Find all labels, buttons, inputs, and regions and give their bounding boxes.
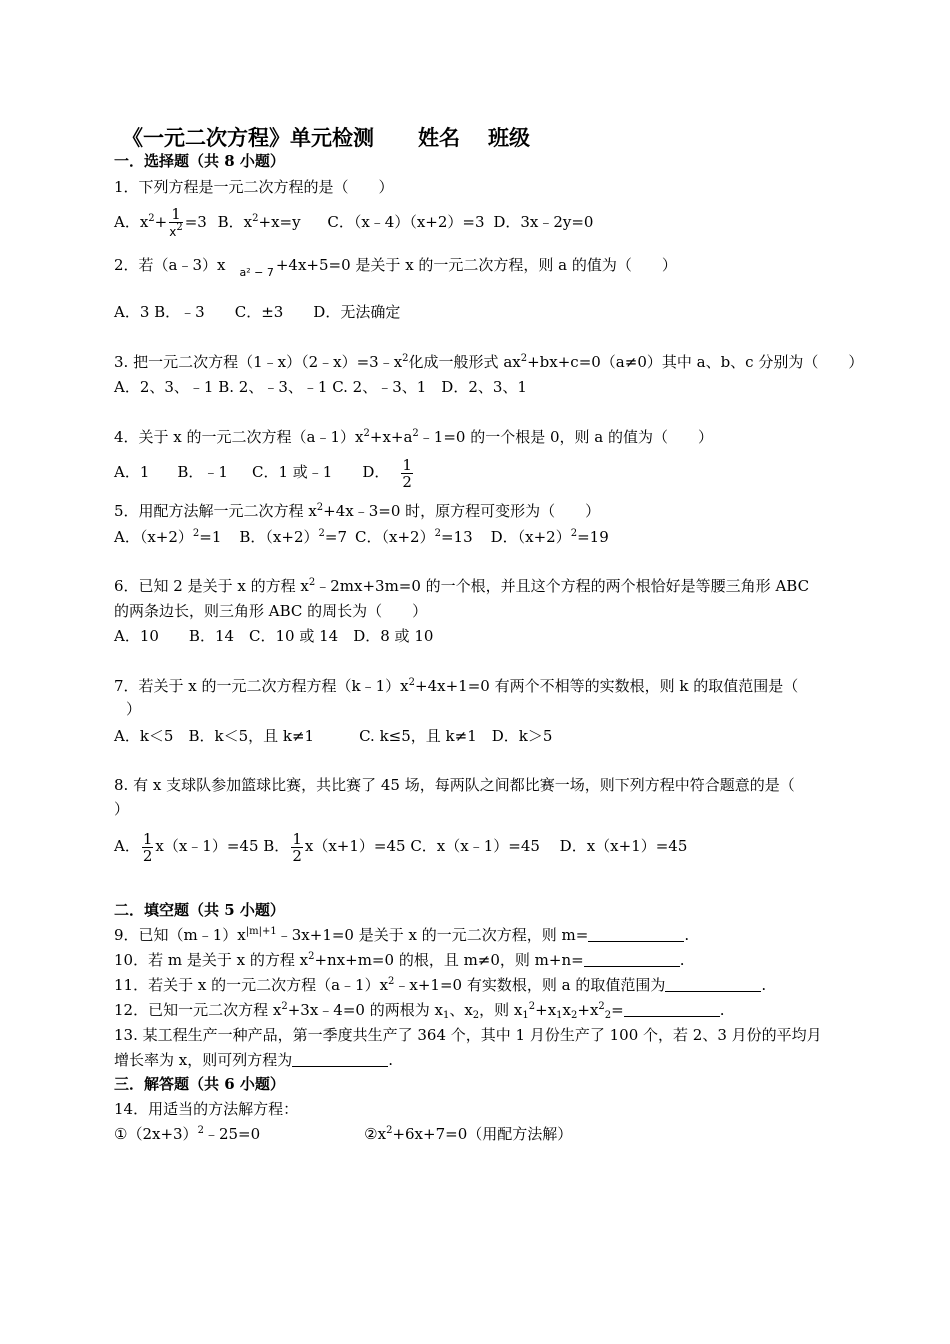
question-8-stem-line1: 8. 有 x 支球队参加篮球比赛，共比赛了 45 场，每两队之间都比赛一场，则下列方程中符合题意的是（ <box>114 776 795 794</box>
section-fill: 二．填空题（共 5 小题） <box>114 901 285 919</box>
q1-option-c: C．（x﹣4）（x+2）=3 <box>327 213 485 231</box>
question-7-stem-line2: ） <box>126 700 142 718</box>
question-13-line1: 13. 某工程生产一种产品，第一季度共生产了 364 个，其中 1 月份生产了 100 个，若 2、3 月份的平均月 <box>114 1026 822 1044</box>
answer-blank-9[interactable] <box>588 927 684 942</box>
class-label: 班级 <box>488 125 530 150</box>
fraction-one-half: $\frac{1}{2}$ <box>402 455 412 491</box>
question-13-line2: 增长率为 x，则可列方程为 . <box>114 1051 394 1069</box>
question-14-stem: 14．用适当的方法解方程： <box>114 1100 299 1118</box>
question-6-options: A．10 B．14 C．10 或 14 D．8 或 10 <box>114 627 434 645</box>
q1-option-d: D．3x﹣2y=0 <box>493 213 594 231</box>
fraction-half-b: $\frac{1}{2}$ <box>292 829 302 865</box>
section-choice: 一．选择题（共 8 小题） <box>114 152 285 170</box>
question-10: 10．若 m 是关于 x 的方程 $x^2+nx+m=0$ 的根，且 m≠0，则 m+n= . <box>114 951 685 969</box>
answer-blank-13[interactable] <box>292 1052 388 1067</box>
q14-part-1: $①(2x+3)^2﹣25=0$ <box>114 1125 261 1143</box>
section-solve: 三．解答题（共 6 小题） <box>114 1075 285 1093</box>
question-14-parts <box>114 1124 572 1144</box>
question-5-stem: 5．用配方法解一元二次方程 $x^2+4x﹣3=0$ 时，原方程可变形为（ ） <box>114 502 601 520</box>
question-3-stem: 3. 把一元二次方程$(1﹣x)(2﹣x)=3﹣x^2$化成一般形式 $ax^2+bx+c=0(a\ne 0)$其中 a、b、c 分别为（ ） <box>114 353 864 371</box>
question-7-options: A．k＜5 B．k＜5，且 k≠1 C. k≤5，且 k≠1 D．k＞5 <box>114 727 553 745</box>
question-5-options: A．$(x+2)^2=1$ B．$(x+2)^2=7$ C．$(x+2)^2=13$ D．$(x+2)^2=19$ <box>114 528 609 546</box>
question-8-options: A． $\frac{1}{2}$ x（x﹣1）=45 B． $\frac{1}{2}$ x（x+1）=45 C．x（x﹣1）=45 D．x（x+1）=45 <box>114 829 688 865</box>
question-12: 12．已知一元二次方程 $x^2+3x﹣4=0$ 的两根为 $x_1$、$x_2$，则 $x_1^2+x_1x_2+x^2_2=$ . <box>114 1001 725 1021</box>
fraction-half-a: $\frac{1}{2}$ <box>142 829 153 865</box>
question-2-stem: 2．若（a﹣3）x a² − 7 +4x+5=0 是关于 x 的一元二次方程，则 a 的值为（ ） <box>114 255 677 283</box>
question-9: 9．已知$(m﹣1)x^{|m|+1}﹣3x+1=0$ 是关于 x 的一元二次方程，则 m= . <box>114 926 690 944</box>
question-4-options: A．1 B．﹣1 C．1 或﹣1 D． $\frac{1}{2}$ <box>114 455 412 491</box>
fraction-1-over-x2: $\frac{1}{x^2}$ <box>169 205 183 239</box>
name-label: 姓名 <box>418 125 460 150</box>
question-7-stem-line1: 7．若关于 x 的一元二次方程方程$(k﹣1)x^2+4x+1=0$ 有两个不相等的实数根，则 k 的取值范围是（ <box>114 677 799 695</box>
question-3-options: A．2、3、﹣1 B. 2、﹣3、﹣1 C. 2、﹣3、1 D．2、3、1 <box>114 378 527 396</box>
page-title <box>122 124 530 152</box>
question-8-stem-line2: ） <box>114 800 130 818</box>
title-text: 《一元二次方程》单元检测 <box>122 125 374 150</box>
question-6-stem-line2: 的两条边长，则三角形 ABC 的周长为（ ） <box>114 602 428 620</box>
answer-blank-12[interactable] <box>624 1002 720 1017</box>
question-2-options: A．3 B．﹣3 C．±3 D．无法确定 <box>114 303 401 321</box>
q14-part-2: $②x^2+6x+7=0$（用配方法解） <box>364 1125 573 1143</box>
question-11: 11．若关于 x 的一元二次方程$(a﹣1)x^2﹣x+1=0$ 有实数根，则 a 的取值范围为 . <box>114 976 767 994</box>
question-6-stem-line1: 6．已知 2 是关于 x 的方程 $x^2﹣2mx+3m=0$ 的一个根，并且这个方程的两个根恰好是等腰三角形 ABC <box>114 577 810 595</box>
answer-blank-10[interactable] <box>584 952 680 967</box>
question-1-stem: 1．下列方程是一元二次方程的是（ ） <box>114 178 394 196</box>
question-4-stem: 4．关于 x 的一元二次方程$(a﹣1)x^2+x+a^2﹣1=0$ 的一个根是 0，则 a 的值为（ ） <box>114 428 714 446</box>
question-1-options: A．$x^2+$ $\frac{1}{x^2}$ =3 B．$x^2+x=y$ C．（x﹣4）（x+2）=3 D．3x﹣2y=0 <box>114 205 594 239</box>
q2-exponent: a² − 7 <box>239 266 274 279</box>
answer-blank-11[interactable] <box>665 977 761 992</box>
